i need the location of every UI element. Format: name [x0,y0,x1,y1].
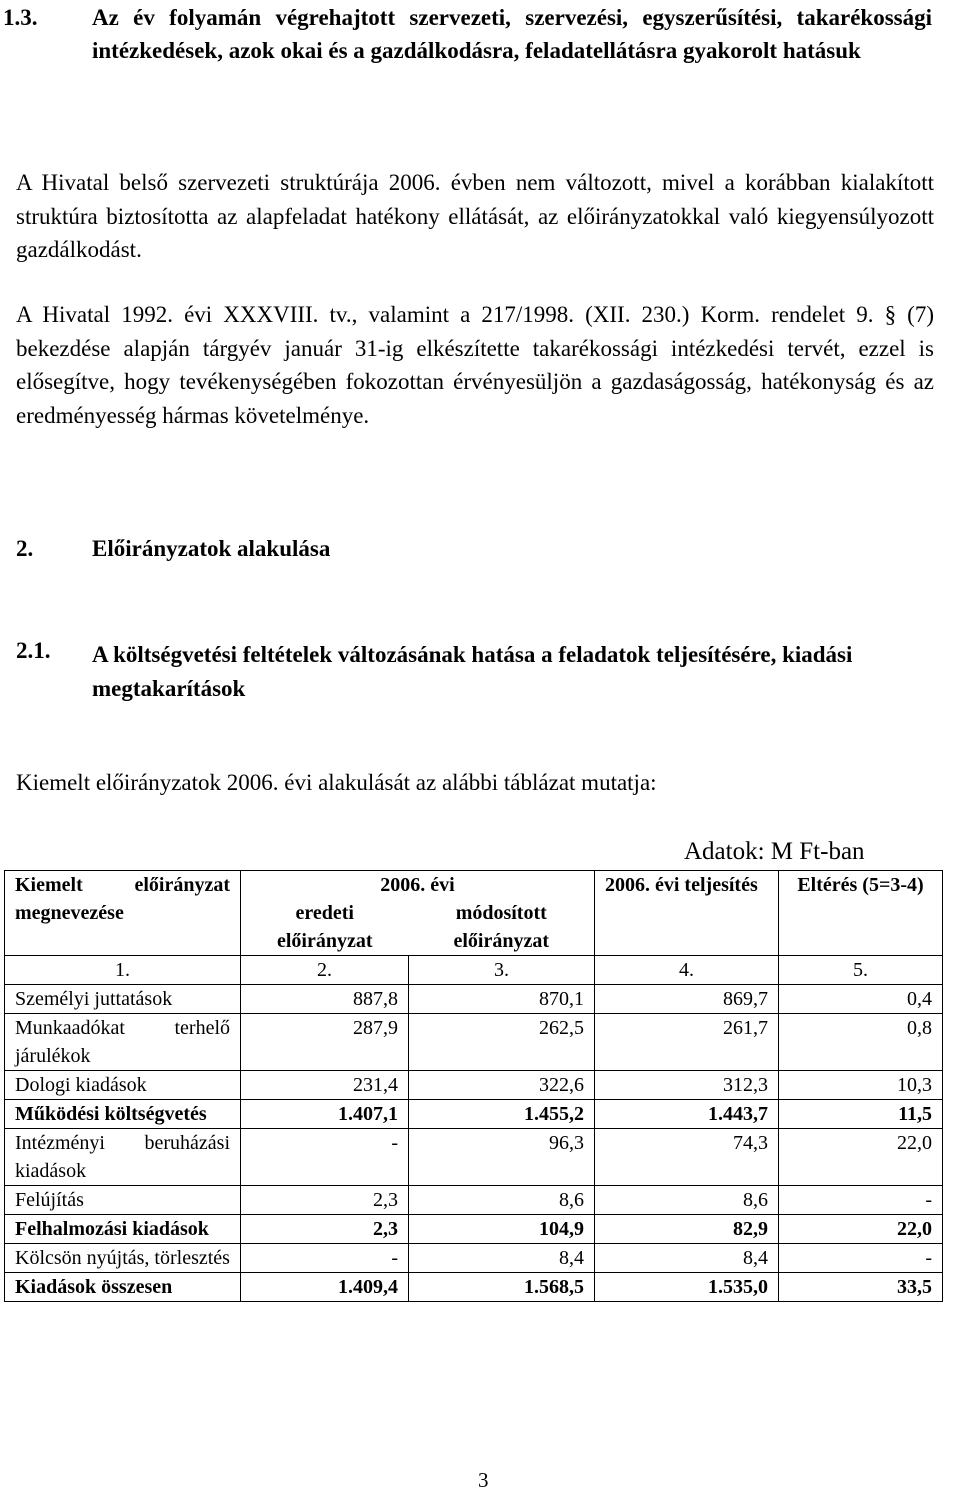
row-label: Felhalmozási kiadások [5,1215,241,1244]
section-title: Előirányzatok alakulása [92,536,331,561]
column-number: 3. [409,956,595,985]
units-note: Adatok: M Ft-ban [684,838,865,865]
column-number: 1. [5,956,241,985]
row-label: Működési költségvetés [5,1100,241,1129]
cell-modified: 8,4 [409,1244,595,1273]
cell-actual: 8,4 [595,1244,779,1273]
table-row [5,1071,943,1100]
column-header-modified: módosított előirányzat [409,899,595,956]
cell-difference: 0,8 [779,1014,943,1071]
cell-modified: 322,6 [409,1071,595,1100]
table-row [5,1129,943,1186]
section-number: 2. [16,536,34,561]
row-label: Felújítás [5,1186,241,1215]
intro-sentence: Kiemelt előirányzatok 2006. évi alakulását az alábbi táblázat mutatja: [16,770,657,795]
section-title: A költségvetési feltételek változásának hatása a feladatok teljesítésére, kiadási megtakarítások [92,642,853,701]
column-number-row [5,956,943,985]
cell-modified: 96,3 [409,1129,595,1186]
appropriations-table [4,870,943,1302]
cell-actual: 869,7 [595,985,779,1014]
cell-difference: 22,0 [779,1129,943,1186]
cell-modified: 262,5 [409,1014,595,1071]
cell-modified: 1.455,2 [409,1100,595,1129]
table-row [5,1244,943,1273]
row-label: Intézményi beruházási kiadások [5,1129,241,1186]
cell-original: 1.407,1 [241,1100,409,1129]
cell-original: - [241,1129,409,1186]
cell-difference: 0,4 [779,985,943,1014]
cell-original: 2,3 [241,1186,409,1215]
column-header-actual: 2006. évi teljesítés [595,871,779,956]
cell-original: 231,4 [241,1071,409,1100]
section-number: 1.3. [3,5,38,30]
section-number: 2.1. [16,638,51,663]
column-number: 4. [595,956,779,985]
column-header-difference: Eltérés (5=3-4) [779,871,943,956]
cell-difference: - [779,1186,943,1215]
row-label: Személyi juttatások [5,985,241,1014]
table-row [5,1273,943,1302]
column-header-name: Kiemelt előirányzat megnevezése [5,871,241,956]
cell-actual: 261,7 [595,1014,779,1071]
cell-difference: - [779,1244,943,1273]
paragraph: A Hivatal belső szervezeti struktúrája 2006. évben nem változott, mivel a korábban kialakított struktúra biztosította az alapfeladat hatékony ellátását, az előirányzatokkal való kiegyensúlyozott gazdálkodást. [16,170,934,262]
table-row [5,985,943,1014]
row-label: Munkaadókat terhelő járulékok [5,1014,241,1071]
table-row [5,1215,943,1244]
cell-modified: 8,6 [409,1186,595,1215]
cell-original: 887,8 [241,985,409,1014]
column-number: 2. [241,956,409,985]
table-header-row [5,871,943,900]
cell-difference: 10,3 [779,1071,943,1100]
cell-actual: 1.535,0 [595,1273,779,1302]
cell-modified: 104,9 [409,1215,595,1244]
cell-original: 2,3 [241,1215,409,1244]
table-row [5,1186,943,1215]
page-number: 3 [478,1468,489,1492]
cell-original: - [241,1244,409,1273]
column-header-original: eredeti előirányzat [241,899,409,956]
cell-modified: 870,1 [409,985,595,1014]
cell-original: 287,9 [241,1014,409,1071]
cell-difference: 33,5 [779,1273,943,1302]
row-label: Kölcsön nyújtás, törlesztés [5,1244,241,1273]
column-group-header: 2006. évi [241,871,595,900]
cell-actual: 74,3 [595,1129,779,1186]
column-number: 5. [779,956,943,985]
table-row [5,1100,943,1129]
row-label: Kiadások összesen [5,1273,241,1302]
paragraph: A Hivatal 1992. évi XXXVIII. tv., valamint a 217/1998. (XII. 230.) Korm. rendelet 9. § (7) bekezdése alapján tárgyév január 31-ig elkészítette takarékossági intézkedési tervét, ezzel is elősegítve, hogy tevékenységében fokozottan érvényesüljön a gazdaságosság, hatékonyság és az eredményesség hármas követelménye. [16,302,934,428]
table-row [5,1014,943,1071]
row-label: Dologi kiadások [5,1071,241,1100]
cell-actual: 8,6 [595,1186,779,1215]
cell-difference: 11,5 [779,1100,943,1129]
cell-actual: 1.443,7 [595,1100,779,1129]
cell-original: 1.409,4 [241,1273,409,1302]
cell-actual: 312,3 [595,1071,779,1100]
cell-modified: 1.568,5 [409,1273,595,1302]
cell-actual: 82,9 [595,1215,779,1244]
cell-difference: 22,0 [779,1215,943,1244]
section-title: Az év folyamán végrehajtott szervezeti, szervezési, egyszerűsítési, takarékossági intézkedések, azok okai és a gazdálkodásra, feladatellátásra gyakorolt hatásuk [92,5,932,63]
